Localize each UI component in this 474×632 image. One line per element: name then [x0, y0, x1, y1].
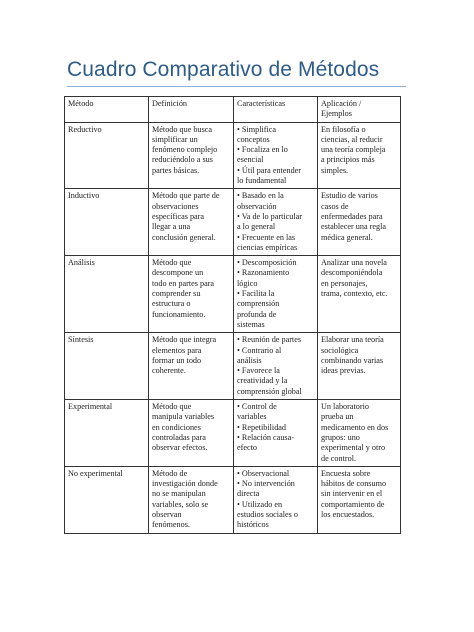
cell-definicion [149, 400, 234, 467]
table-row [65, 466, 401, 533]
header-metodo [65, 97, 149, 123]
cell-definicion-text: Método que manipula variables en condiciones controladas para observar efectos. [152, 402, 215, 453]
cell-aplicacion-text: En filosofía o ciencias, al reducir una teoría compleja a principios más simples. [321, 124, 386, 175]
cell-metodo-text: Experimental [68, 402, 113, 412]
cell-aplicacion-text: Elaborar una teoría sociológica combinando varias ideas previas. [321, 335, 384, 376]
cell-definicion [149, 333, 234, 400]
cell-metodo-text: No experimental [68, 468, 123, 478]
cell-caracteristicas [234, 400, 318, 467]
bullet-item: • Focaliza en lo esencial [237, 145, 288, 165]
table-row [65, 333, 401, 400]
cell-metodo [65, 333, 149, 400]
table-row [65, 400, 401, 467]
cell-metodo-text: Inductivo [68, 191, 100, 201]
cell-aplicacion-text: Encuesta sobre hábitos de consumo sin intervenir en el comportamiento de los encuestados. [321, 468, 387, 519]
cell-metodo-text: Análisis [68, 258, 95, 268]
bullet-item: • Simplifica conceptos [237, 124, 277, 144]
bullet-item: • Facilita la comprensión profunda de sistemas [237, 289, 280, 329]
cell-caracteristicas [234, 122, 318, 189]
header-caracteristicas [234, 97, 318, 123]
cell-caracteristicas [234, 256, 318, 333]
cell-caracteristicas [234, 333, 318, 400]
cell-definicion-text: Método que parte de observaciones específicas para llegar a una conclusión general. [152, 191, 220, 242]
header-label: Características [237, 99, 286, 108]
bullet-item: • Va de lo particular a lo general [237, 211, 303, 232]
cell-aplicacion-text: Un laboratorio prueba un medicamento en dos grupos: uno experimental y otro de control. [321, 402, 389, 463]
cell-aplicacion [318, 333, 401, 400]
cell-definicion-text: Método que descompone un todo en partes para comprender su estructura o funcionamiento. [152, 258, 215, 319]
header-aplicacion [318, 97, 401, 123]
header-label: Aplicación / Ejemplos [321, 99, 362, 119]
title-underline [67, 86, 406, 87]
bullet-item: • Reunión de partes [237, 335, 302, 345]
bullet-item: • Basado en la observación [237, 191, 284, 211]
bullet-item: • Útil para entender lo fundamental [237, 165, 302, 186]
cell-metodo-text: Reductivo [68, 124, 102, 134]
cell-aplicacion [318, 466, 401, 533]
cell-metodo-text: Síntesis [68, 335, 94, 345]
bullet-item: • Contrario al análisis [237, 345, 282, 365]
header-label: Método [68, 99, 94, 108]
cell-aplicacion [318, 122, 401, 189]
cell-caracteristicas [234, 466, 318, 533]
cell-metodo [65, 256, 149, 333]
cell-metodo [65, 189, 149, 256]
table-header-row [65, 97, 401, 123]
cell-aplicacion-text: Estudio de varios casos de enfermedades para establecer una regla médica general. [321, 191, 387, 242]
header-definicion [149, 97, 234, 123]
cell-definicion-text: Método que busca simplificar un fenómeno complejo reduciéndolo a sus partes básicas. [152, 124, 218, 175]
bullet-item: • No intervención directa [237, 479, 295, 499]
cell-metodo [65, 122, 149, 189]
header-label: Definición [152, 99, 188, 108]
comparison-table [64, 96, 401, 534]
bullet-item: • Repetibilidad [237, 422, 287, 432]
bullet-item: • Observacional [237, 468, 290, 478]
page-title: Cuadro Comparativo de Métodos [67, 58, 380, 81]
cell-definicion-text: Método que integra elementos para formar un todo coherente. [152, 335, 217, 376]
cell-definicion [149, 256, 234, 333]
cell-aplicacion-text: Analizar una novela descomponiéndola en personajes, trama, contexto, etc. [321, 258, 388, 299]
cell-definicion-text: Método de investigación donde no se manipulan variables, solo se observan fenómenos. [152, 468, 218, 530]
table-row [65, 256, 401, 333]
cell-definicion [149, 189, 234, 256]
bullet-item: • Favorece la creatividad y la comprensión global [237, 366, 302, 396]
cell-metodo [65, 400, 149, 467]
table-row [65, 122, 401, 189]
cell-aplicacion [318, 256, 401, 333]
bullet-item: • Relación causa- efecto [237, 432, 294, 453]
bullet-item: • Descomposición [237, 258, 297, 268]
bullet-item: • Frecuente en las ciencias empíricas [237, 232, 298, 252]
bullet-item: • Control de variables [237, 402, 277, 422]
bullet-item: • Utilizado en estudios sociales o históricos [237, 499, 298, 530]
cell-aplicacion [318, 189, 401, 256]
cell-definicion [149, 466, 234, 533]
table-row [65, 189, 401, 256]
cell-caracteristicas [234, 189, 318, 256]
cell-definicion [149, 122, 234, 189]
bullet-item: • Razonamiento lógico [237, 268, 290, 288]
cell-metodo [65, 466, 149, 533]
cell-aplicacion [318, 400, 401, 467]
